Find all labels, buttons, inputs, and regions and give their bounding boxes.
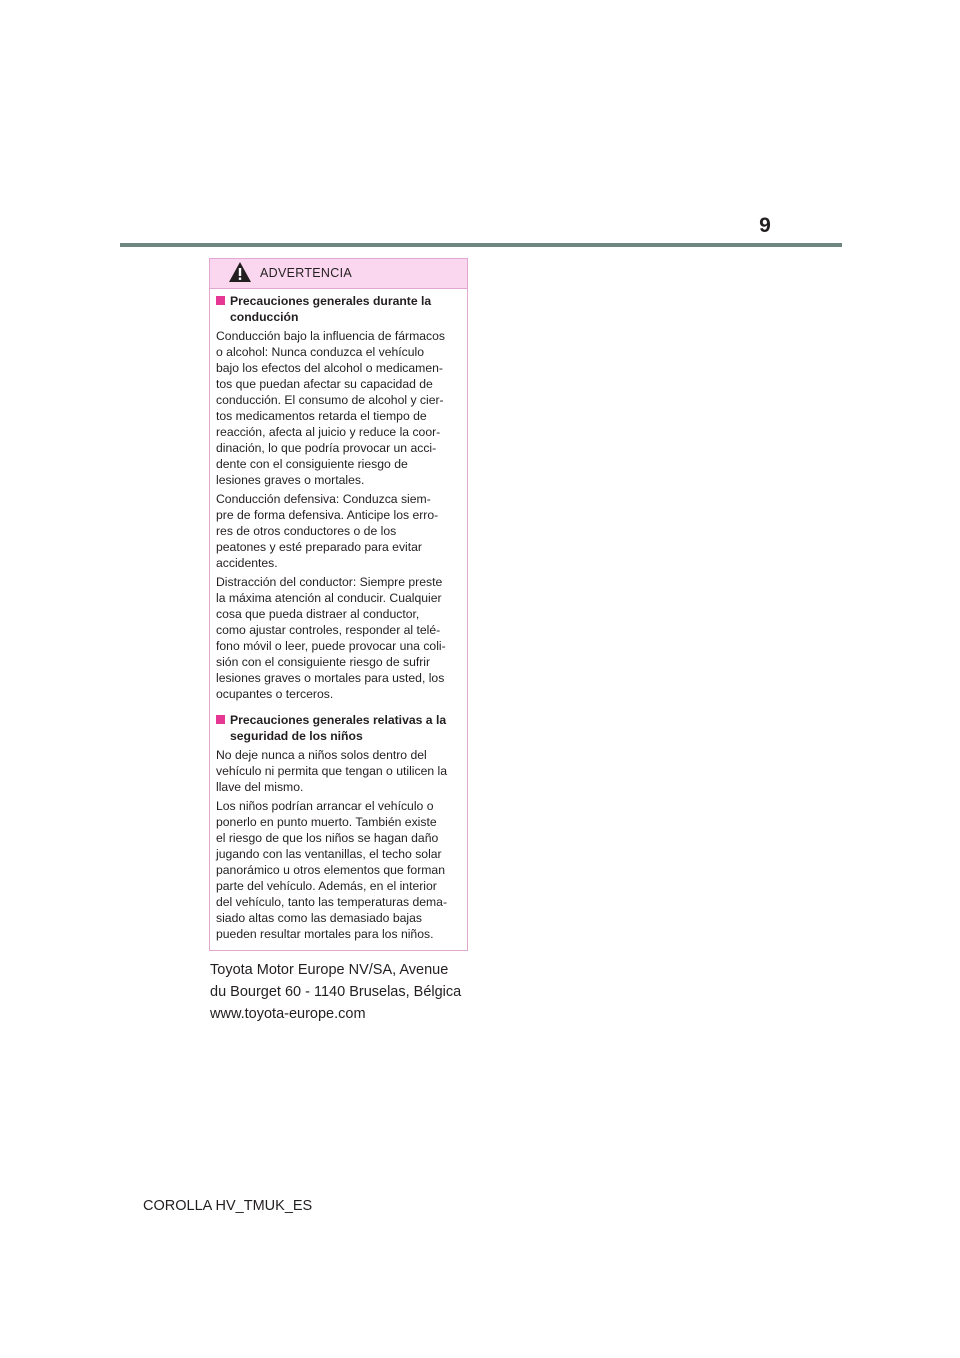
section-heading [216, 293, 461, 325]
manufacturer-address: Toyota Motor Europe NV/SA, Avenue du Bourget 60 - 1140 Bruselas, Bélgica www.toyota-europe.com [210, 962, 462, 1022]
page-number: 9 [759, 214, 771, 237]
paragraph: Distracción del conductor: Siempre preste la máxima atención al conducir. Cualquier cosa que pueda distraer al conductor, como ajustar controles, responder al telé- fono móvil o leer, puede provocar una coli- sión con el consiguiente riesgo de sufrir lesiones graves o mortales para usted, los ocupantes o terceros. [216, 575, 446, 701]
section-heading-text: Precauciones generales relativas a la seguridad de los niños [230, 713, 447, 743]
section-heading-text: Precauciones generales durante la conducción [230, 294, 432, 324]
header-rule [120, 243, 842, 247]
paragraph: Conducción defensiva: Conduzca siem- pre de forma defensiva. Anticipe los erro- res de otros conductores o de los peatones y esté preparado para evitar accidentes. [216, 492, 439, 570]
warning-header [210, 259, 467, 289]
square-bullet-icon [216, 715, 225, 724]
paragraph: No deje nunca a niños solos dentro del vehículo ni permita que tengan o utilicen la llave del mismo. [216, 748, 448, 794]
paragraph: Conducción bajo la influencia de fármacos o alcohol: Nunca conduzca el vehículo bajo los efectos del alcohol o medicamen- tos que puedan afectar su capacidad de conducción. El consumo de alcohol y cier- tos medicamentos retarda el tiempo de reacción, afecta al juicio y reduce la coor- dinación, lo que podría provocar un acci- dente con el consiguiente riesgo de lesiones graves o mortales. [216, 329, 445, 487]
paragraph: Los niños podrían arrancar el vehículo o ponerlo en punto muerto. También existe el riesgo de que los niños se hagan daño jugando con las ventanillas, el techo solar panorámico u otros elementos que forman parte del vehículo. Además, en el interior del vehículo, tanto las temperaturas dema- siado altas como las demasiado bajas pueden resultar mortales para los niños. [216, 799, 448, 941]
warning-body [210, 289, 467, 942]
warning-triangle-icon [228, 261, 252, 283]
warning-box [209, 258, 468, 951]
footer-model-code: COROLLA HV_TMUK_ES [143, 1198, 313, 1214]
section-heading [216, 712, 461, 744]
square-bullet-icon [216, 296, 225, 305]
warning-title: ADVERTENCIA [260, 266, 352, 280]
